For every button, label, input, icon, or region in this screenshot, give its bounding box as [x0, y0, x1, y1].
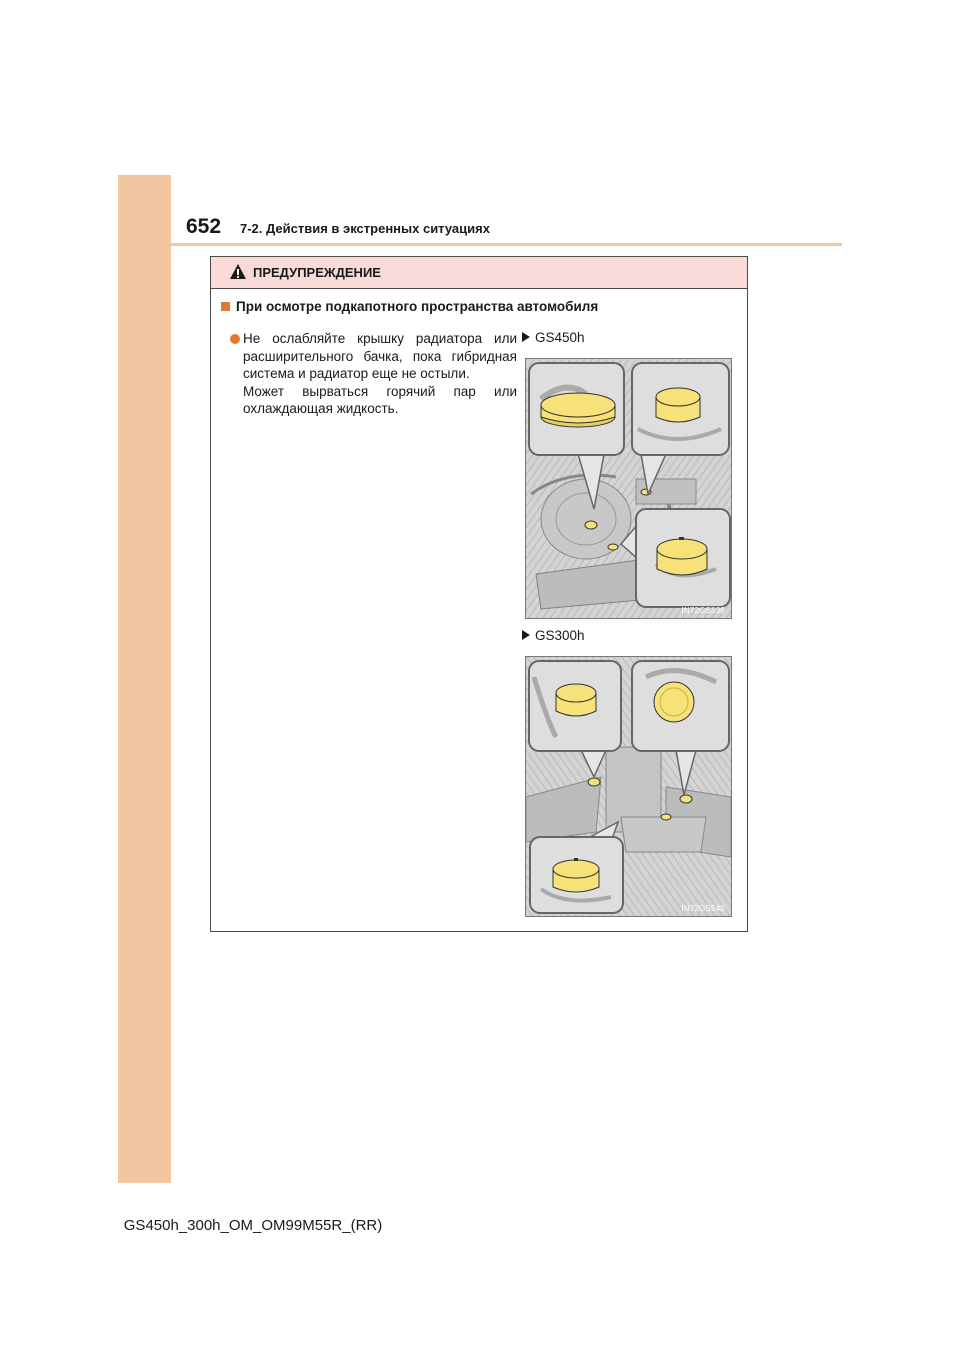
engine-figure-gs300h [525, 656, 732, 917]
bullet-line-2: Может вырваться горячий пар или охлаждающая жидкость. [243, 383, 517, 416]
section-title: 7-2. Действия в экстренных ситуациях [240, 221, 490, 236]
engine-figure-gs450h [525, 358, 732, 619]
model-label-gs300h: GS300h [522, 628, 585, 643]
circle-bullet-icon [230, 334, 240, 344]
triangle-pointer-icon [522, 630, 530, 640]
warning-title: ПРЕДУПРЕЖДЕНИЕ [253, 265, 381, 280]
model-label-gs450h: GS450h [522, 330, 585, 345]
warning-bullet-text [243, 330, 517, 418]
bullet-line-1: Не ослабляйте крышку радиатора или расширительного бачка, пока гибридная система и радиатор еще не остыли. [243, 331, 517, 381]
subsection-text: При осмотре подкапотного пространства автомобиля [236, 299, 599, 314]
figure-code-gs450h: IN72GS538 [681, 606, 725, 615]
side-accent-band [118, 175, 171, 1183]
square-bullet-icon [221, 302, 230, 311]
warning-header [211, 257, 747, 289]
header-rule [171, 243, 842, 246]
page-number: 652 [186, 215, 222, 238]
warning-triangle-icon [229, 263, 247, 280]
figure-code-gs300h: IN72GS540 [681, 904, 725, 913]
warning-box [210, 256, 748, 932]
subsection-heading [221, 299, 598, 314]
footer-document-id: GS450h_300h_OM_OM99M55R_(RR) [123, 1217, 383, 1234]
triangle-pointer-icon [522, 332, 530, 342]
